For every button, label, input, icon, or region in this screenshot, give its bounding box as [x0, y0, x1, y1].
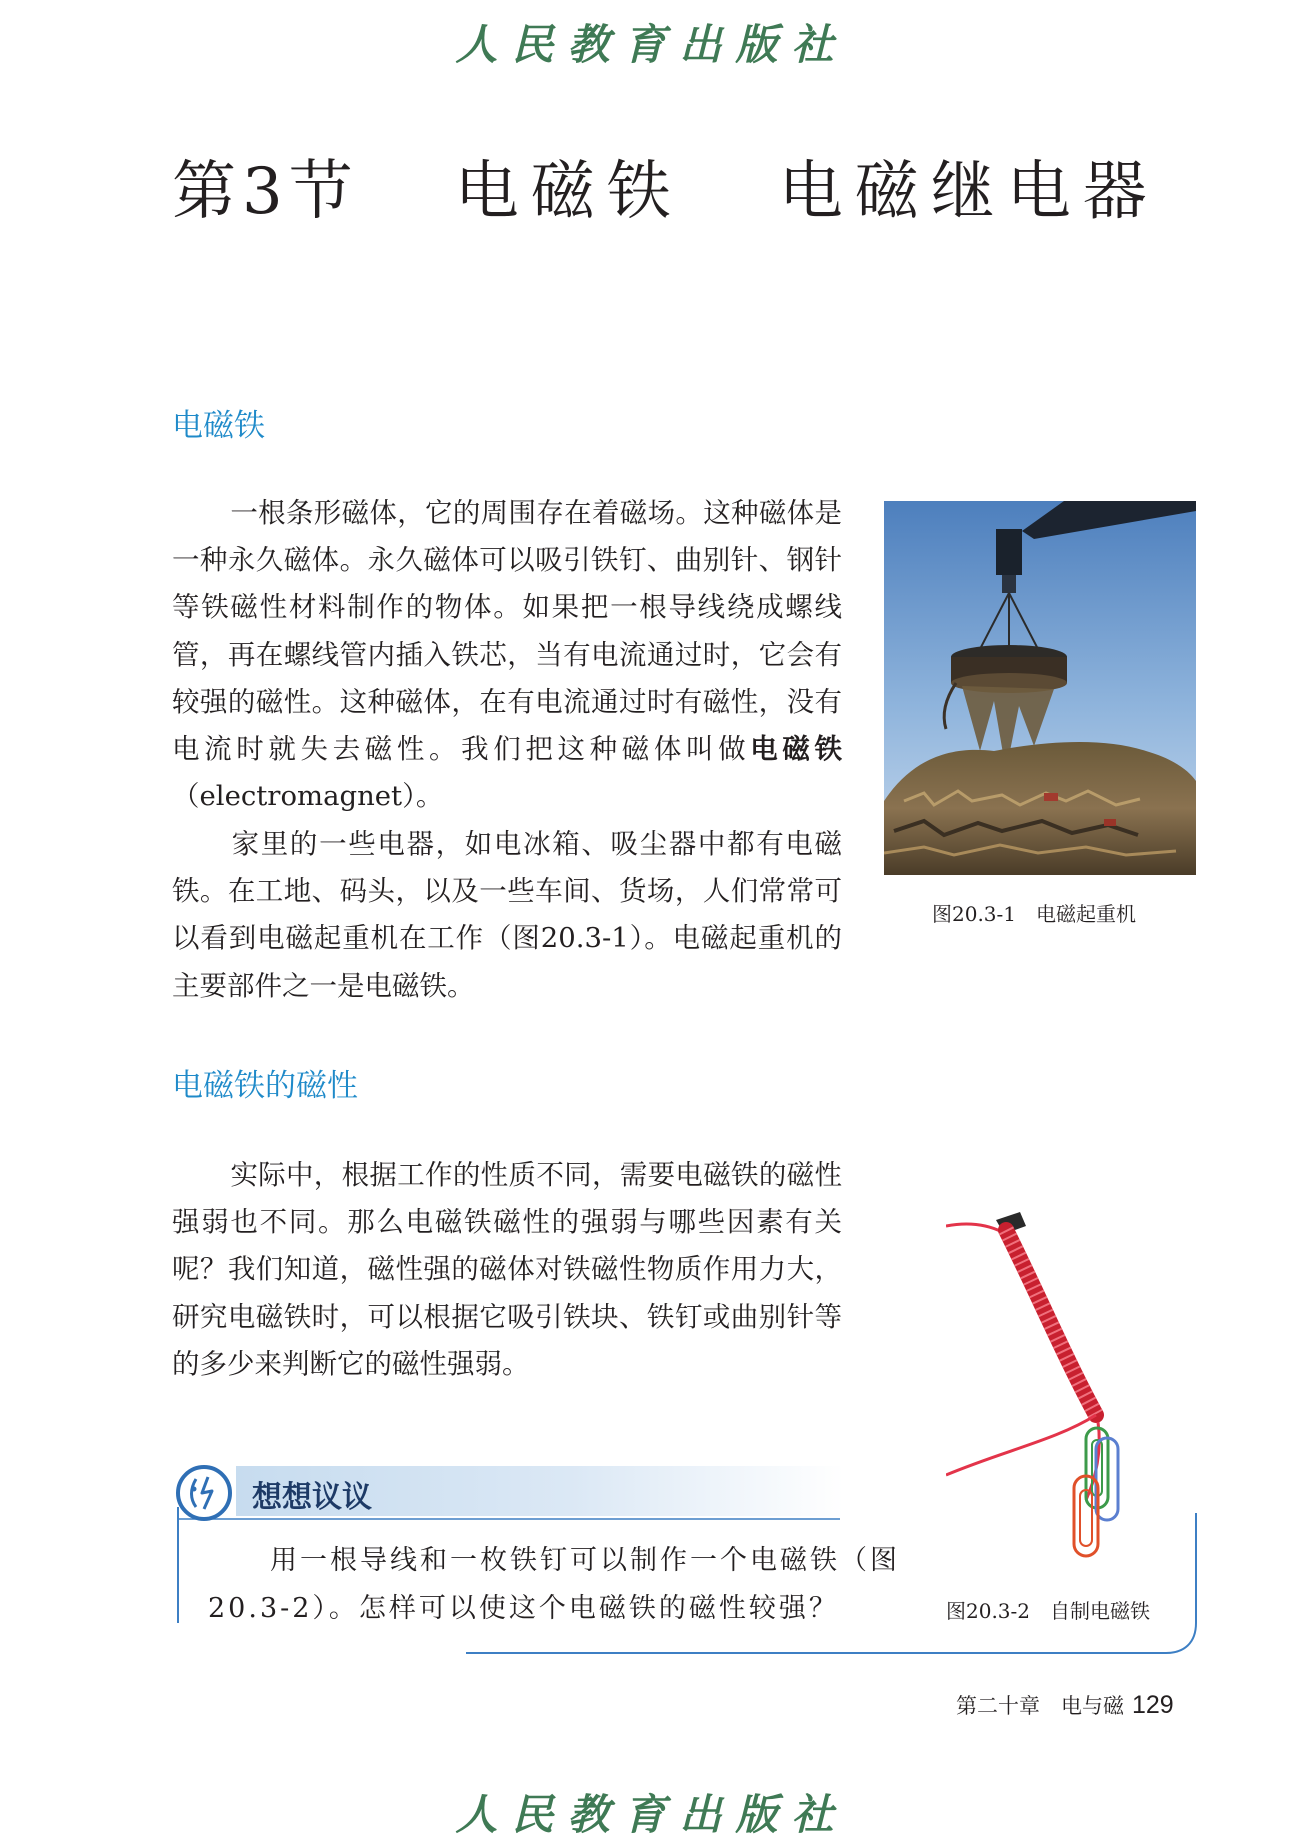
discussion-icon	[174, 1463, 234, 1523]
subsection-heading-electromagnet: 电磁铁	[172, 408, 265, 444]
think-question	[208, 1537, 928, 1633]
paragraph-3-text: 实际中，根据工作的性质不同，需要电磁铁的磁性强弱也不同。那么电磁铁磁性的强弱与哪些因素有关呢？我们知道，磁性强的磁体对铁磁性物质作用力大，研究电磁铁时，可以根据它吸引铁块、铁钉或曲别针等的多少来判断它的磁性强弱。	[172, 1159, 842, 1380]
section-title-part2: 电磁继电器	[778, 155, 1159, 229]
page-footer	[956, 1690, 1174, 1720]
paragraph-2	[172, 821, 842, 1010]
figure-caption-2: 图20.3-2 自制电磁铁	[946, 1599, 1151, 1623]
publisher-logo-top: 人民教育出版社	[455, 20, 848, 69]
page-number: 129	[1132, 1691, 1174, 1719]
figure-caption-1: 图20.3-1 电磁起重机	[932, 902, 1137, 926]
section-title	[172, 140, 1159, 232]
section-title-part1: 电磁铁	[454, 155, 683, 229]
chapter-label: 第二十章 电与磁	[956, 1694, 1124, 1718]
publisher-logo-bottom: 人民教育出版社	[455, 1790, 848, 1839]
paragraph-1-text: 一根条形磁体，它的周围存在着磁场。这种磁体是一种永久磁体。永久磁体可以吸引铁钉、曲别针、钢针等铁磁性材料制作的物体。如果把一根导线绕成螺线管，再在螺线管内插入铁芯，当有电流通过时，它会有较强的磁性。这种磁体，在有电流通过时有磁性，没有电流时就失去磁性。我们把这种磁体叫做	[172, 497, 842, 766]
think-question-text: 用一根导线和一枚铁钉可以制作一个电磁铁（图20.3-2）。怎样可以使这个电磁铁的磁性较强？	[208, 1545, 900, 1624]
crane-illustration	[884, 501, 1196, 875]
paragraph-1-tail: （electromagnet）。	[172, 780, 444, 813]
paragraph-2-text: 家里的一些电器，如电冰箱、吸尘器中都有电磁铁。在工地、码头，以及一些车间、货场，人们常常可以看到电磁起重机在工作（图20.3-1）。电磁起重机的主要部件之一是电磁铁。	[172, 828, 842, 1002]
think-title: 想想议议	[252, 1480, 372, 1515]
subsection-heading-magnetism: 电磁铁的磁性	[172, 1068, 358, 1104]
paragraph-3	[172, 1152, 842, 1388]
term-electromagnet: 电磁铁	[750, 733, 842, 766]
paragraph-1	[172, 490, 842, 820]
figure-crane-photo	[884, 501, 1196, 875]
section-number: 第3节	[172, 155, 359, 229]
